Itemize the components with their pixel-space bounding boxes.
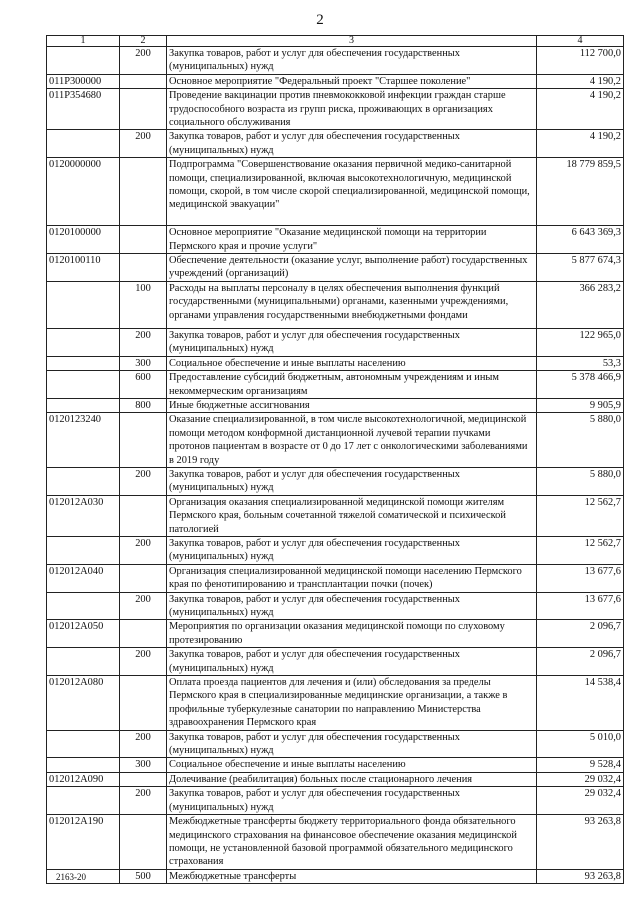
row-expense-type: 200 [120,648,167,676]
row-amount: 366 283,2 [537,281,624,328]
row-name: Закупка товаров, работ и услуг для обеспечения государственных (муниципальных) нужд [167,592,537,620]
column-header-type: 2 [120,36,167,47]
row-expense-type [120,495,167,536]
table-row [47,226,624,254]
row-amount: 13 677,6 [537,592,624,620]
row-amount: 5 378 466,9 [537,371,624,399]
row-name: Обеспечение деятельности (оказание услуг, выполнение работ) государственных учреждений (организаций) [167,254,537,282]
row-expense-type: 300 [120,758,167,772]
row-code [47,592,120,620]
row-code: 0120123240 [47,413,120,468]
row-code [47,398,120,412]
row-code [47,758,120,772]
row-name: Закупка товаров, работ и услуг для обеспечения государственных (муниципальных) нужд [167,648,537,676]
row-amount: 29 032,4 [537,787,624,815]
row-code [47,281,120,328]
row-name: Предоставление субсидий бюджетным, автономным учреждениям и иным некоммерческим организациям [167,371,537,399]
row-expense-type [120,226,167,254]
row-expense-type: 200 [120,730,167,758]
table-row [47,328,624,356]
row-name: Межбюджетные трансферты бюджету территориального фонда обязательного медицинского страхования на финансовое обеспечение оказания медицинской помощи, не установленной базовой программой обязательного медицинского страхования [167,815,537,870]
table-row [47,536,624,564]
row-code: 012012А030 [47,495,120,536]
row-code: 012012А090 [47,772,120,786]
row-amount: 4 190,2 [537,89,624,130]
row-expense-type [120,158,167,226]
row-amount: 12 562,7 [537,536,624,564]
row-amount: 4 190,2 [537,74,624,88]
table-row [47,495,624,536]
row-expense-type: 800 [120,398,167,412]
row-code: 012012А040 [47,564,120,592]
table-row [47,869,624,883]
row-name: Закупка товаров, работ и услуг для обеспечения государственных (муниципальных) нужд [167,536,537,564]
row-name: Основное мероприятие "Федеральный проект "Старшее поколение" [167,74,537,88]
row-code [47,328,120,356]
table-row [47,281,624,328]
table-row [47,676,624,731]
column-header-name: 3 [167,36,537,47]
row-expense-type [120,772,167,786]
row-amount: 2 096,7 [537,620,624,648]
row-expense-type: 200 [120,592,167,620]
row-amount: 53,3 [537,356,624,370]
row-expense-type [120,620,167,648]
row-expense-type [120,89,167,130]
table-row [47,564,624,592]
row-name: Подпрограмма "Совершенствование оказания первичной медико-санитарной помощи, специализированной, включая высокотехнологичную, медицинской помощи, скорой, в том числе скорой специализированной, медицинской помощи, медицинской эвакуации" [167,158,537,226]
table-row [47,356,624,370]
column-header-amount: 4 [537,36,624,47]
table-row [47,413,624,468]
row-code [47,356,120,370]
column-header-code: 1 [47,36,120,47]
row-expense-type: 200 [120,536,167,564]
row-amount: 14 538,4 [537,676,624,731]
row-name: Закупка товаров, работ и услуг для обеспечения государственных (муниципальных) нужд [167,130,537,158]
row-expense-type [120,413,167,468]
row-expense-type [120,564,167,592]
table-row [47,730,624,758]
table-row [47,772,624,786]
row-code [47,371,120,399]
row-expense-type: 500 [120,869,167,883]
table-row [47,74,624,88]
row-expense-type [120,74,167,88]
row-amount: 6 643 369,3 [537,226,624,254]
page-number: 2 [316,12,324,28]
row-name: Закупка товаров, работ и услуг для обеспечения государственных (муниципальных) нужд [167,328,537,356]
row-code: 012012А190 [47,815,120,870]
row-name: Социальное обеспечение и иные выплаты населению [167,758,537,772]
row-expense-type: 600 [120,371,167,399]
table-body [47,47,624,884]
row-expense-type [120,254,167,282]
row-code [47,648,120,676]
row-code [47,730,120,758]
row-amount: 93 263,8 [537,815,624,870]
table-row [47,158,624,226]
row-code: 012012А050 [47,620,120,648]
row-code [47,130,120,158]
row-expense-type: 200 [120,130,167,158]
table-row [47,47,624,75]
row-code: 011P300000 [47,74,120,88]
row-name: Закупка товаров, работ и услуг для обеспечения государственных (муниципальных) нужд [167,467,537,495]
row-amount: 122 965,0 [537,328,624,356]
row-code: 0120100000 [47,226,120,254]
table-row [47,592,624,620]
row-name: Организация оказания специализированной медицинской помощи жителям Пермского края, больным сочетанной тяжелой соматической и психической патологией [167,495,537,536]
header-row [47,36,624,47]
table-row [47,815,624,870]
row-name: Закупка товаров, работ и услуг для обеспечения государственных (муниципальных) нужд [167,730,537,758]
budget-table [46,35,624,884]
row-amount: 112 700,0 [537,47,624,75]
row-name: Иные бюджетные ассигнования [167,398,537,412]
document-code: 2163-20 [56,872,86,882]
row-code: 012012А080 [47,676,120,731]
row-expense-type: 200 [120,328,167,356]
table-row [47,89,624,130]
table-row [47,620,624,648]
row-expense-type: 200 [120,467,167,495]
row-expense-type [120,815,167,870]
row-amount: 93 263,8 [537,869,624,883]
row-expense-type [120,676,167,731]
row-expense-type: 100 [120,281,167,328]
row-name: Проведение вакцинации против пневмококковой инфекции граждан старше трудоспособного возраста из групп риска, проживающих в организациях социального обслуживания [167,89,537,130]
table-row [47,254,624,282]
row-amount: 5 010,0 [537,730,624,758]
row-code [47,47,120,75]
table-row [47,787,624,815]
table-row [47,371,624,399]
row-name: Закупка товаров, работ и услуг для обеспечения государственных (муниципальных) нужд [167,47,537,75]
row-name: Оплата проезда пациентов для лечения и (или) обследования за пределы Пермского края в специализированные медицинские организации, а также в профильные туберкулезные санатории по направлению Министерства здравоохранения Пермского края [167,676,537,731]
row-name: Оказание специализированной, в том числе высокотехнологичной, медицинской помощи методом конформной дистанционной лучевой терапии пучками протонов пациентам в возрасте от 0 до 17 лет с онкологическими заболеваниями в 2019 году [167,413,537,468]
row-amount: 5 877 674,3 [537,254,624,282]
row-name: Закупка товаров, работ и услуг для обеспечения государственных (муниципальных) нужд [167,787,537,815]
row-amount: 5 880,0 [537,467,624,495]
row-expense-type: 200 [120,47,167,75]
row-amount: 9 905,9 [537,398,624,412]
row-name: Основное мероприятие "Оказание медицинской помощи на территории Пермского края и прочие услуги" [167,226,537,254]
row-amount: 29 032,4 [537,772,624,786]
row-amount: 5 880,0 [537,413,624,468]
row-amount: 4 190,2 [537,130,624,158]
table-row [47,648,624,676]
row-amount: 12 562,7 [537,495,624,536]
table-row [47,758,624,772]
table-row [47,130,624,158]
row-amount: 18 779 859,5 [537,158,624,226]
row-name: Организация специализированной медицинской помощи населению Пермского края по фенотипированию и трансплантации почки (почек) [167,564,537,592]
table-row [47,467,624,495]
row-name: Социальное обеспечение и иные выплаты населению [167,356,537,370]
row-code: 0120100110 [47,254,120,282]
row-code: 0120000000 [47,158,120,226]
table-row [47,398,624,412]
row-code [47,536,120,564]
row-name: Мероприятия по организации оказания медицинской помощи по слуховому протезированию [167,620,537,648]
row-name: Межбюджетные трансферты [167,869,537,883]
row-name: Долечивание (реабилитация) больных после стационарного лечения [167,772,537,786]
row-code [47,467,120,495]
row-amount: 2 096,7 [537,648,624,676]
row-expense-type: 300 [120,356,167,370]
row-expense-type: 200 [120,787,167,815]
row-amount: 9 528,4 [537,758,624,772]
row-amount: 13 677,6 [537,564,624,592]
row-code [47,787,120,815]
row-code: 011P354680 [47,89,120,130]
row-name: Расходы на выплаты персоналу в целях обеспечения выполнения функций государственными (муниципальными) органами, казенными учреждениями, органами управления государственными внебюджетными фондами [167,281,537,328]
